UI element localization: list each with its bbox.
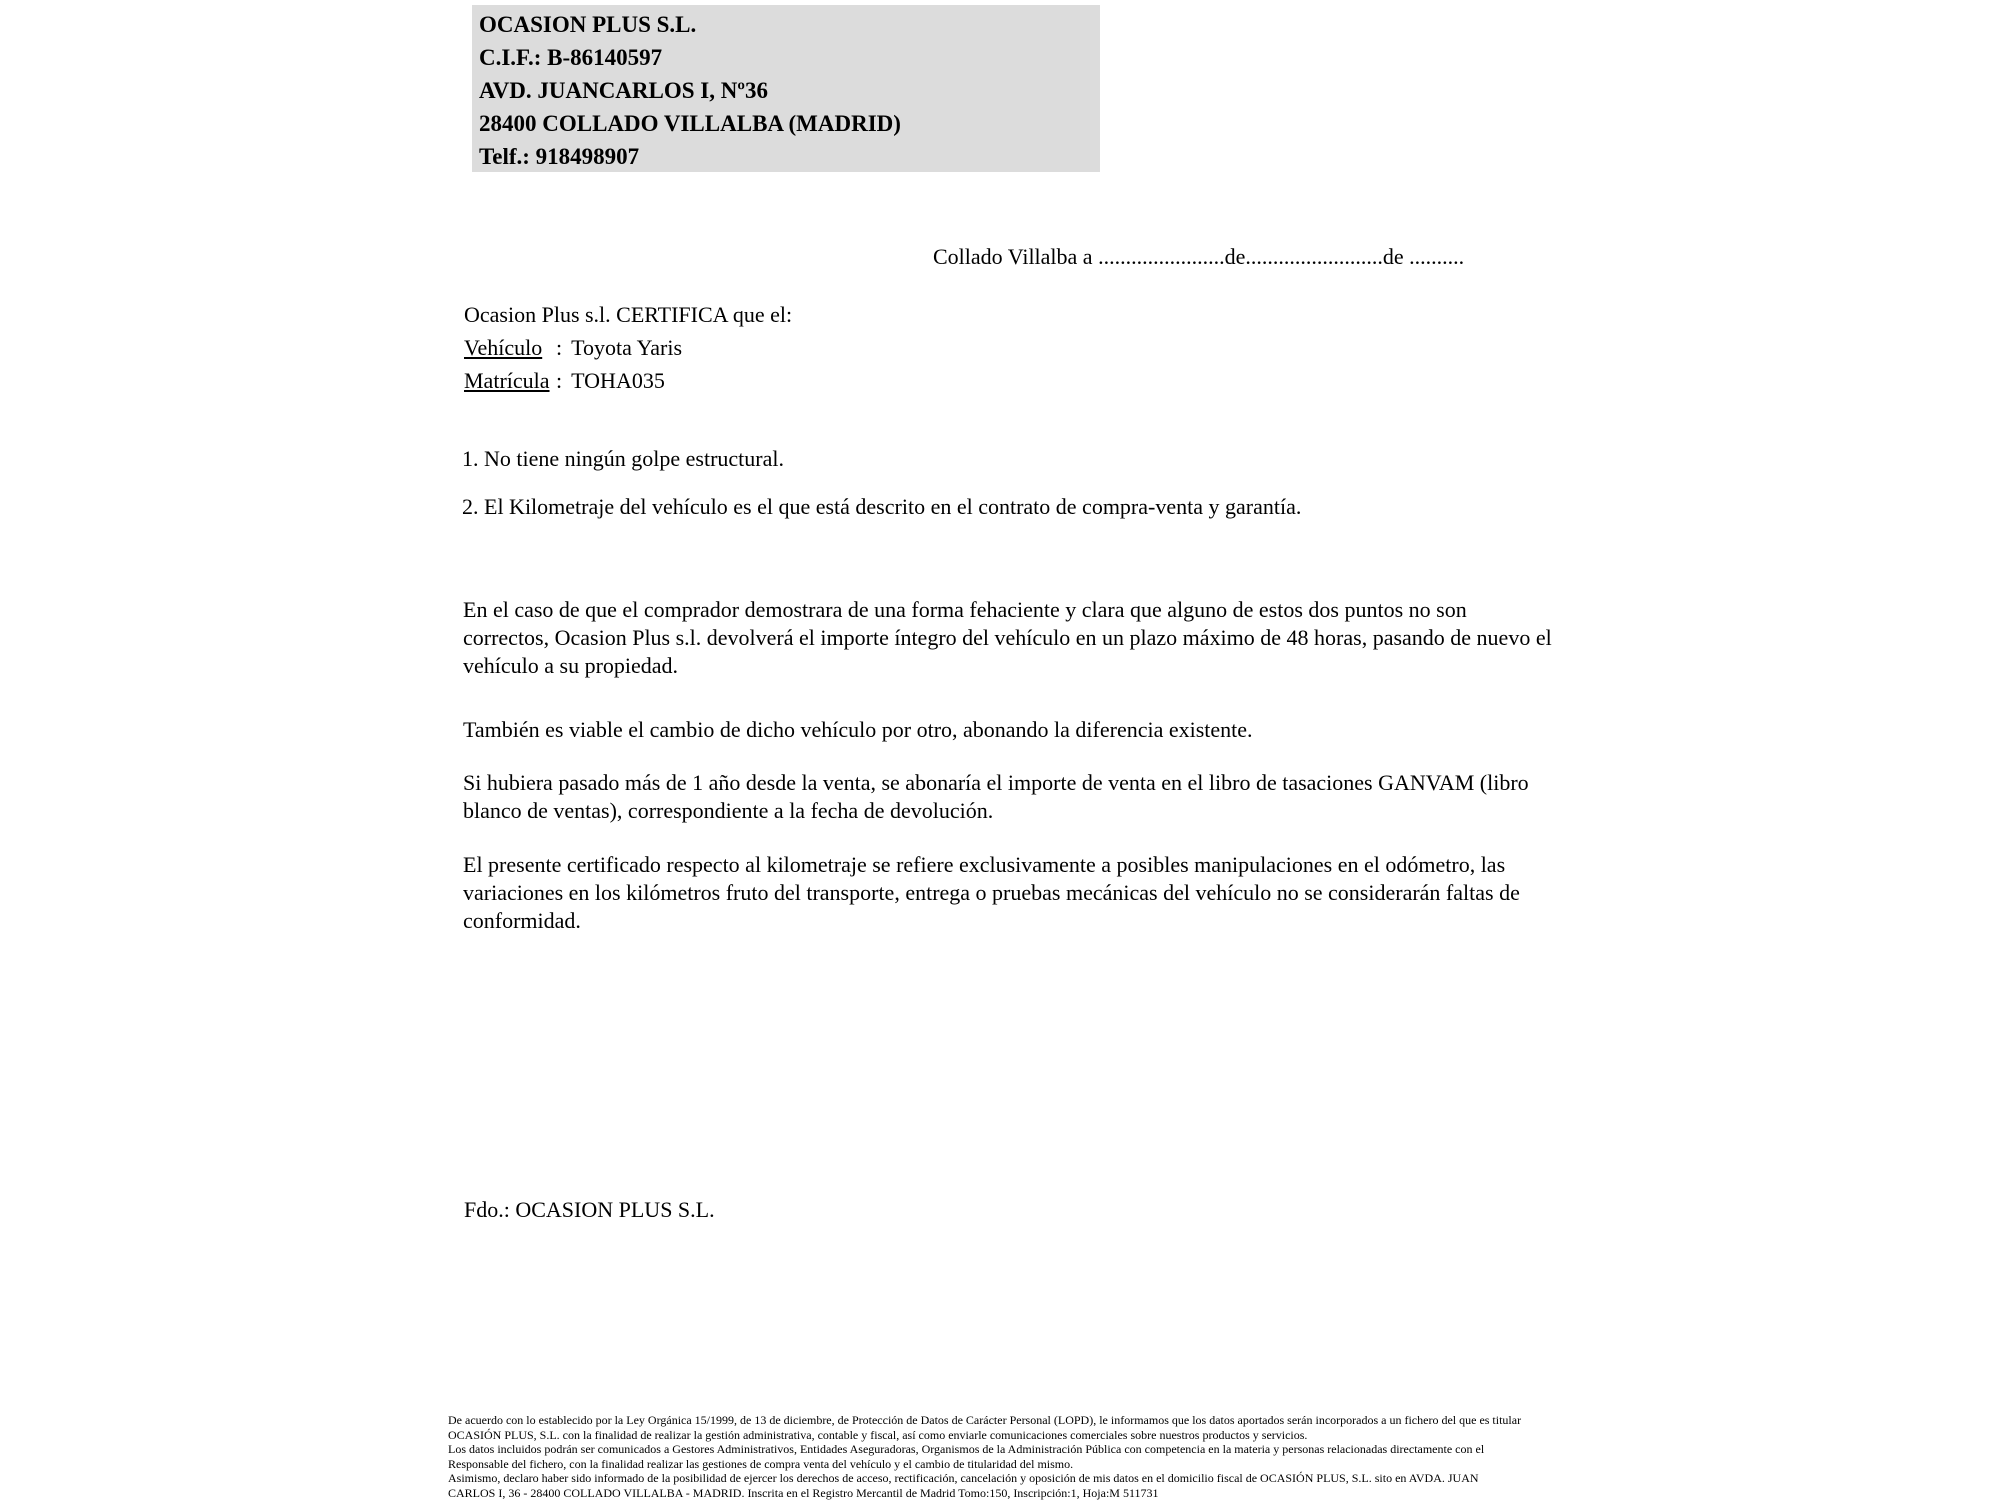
point-1: 1. No tiene ningún golpe estructural.	[462, 446, 784, 471]
paragraph-refund: En el caso de que el comprador demostrara de una forma fehaciente y clara que alguno de estos dos puntos no son correctos, Ocasion Plus s.l. devolverá el importe íntegro del vehículo en un plazo máximo de 48 horas, pasando de nuevo el vehículo a su propiedad.	[463, 597, 1552, 678]
company-address: AVD. JUANCARLOS I, Nº36	[479, 78, 768, 103]
company-name: OCASION PLUS S.L.	[479, 12, 697, 37]
plate-label: Matrícula	[464, 368, 550, 393]
vehicle-separator: :	[556, 335, 563, 360]
certification-block	[464, 298, 792, 397]
point-2: 2. El Kilometraje del vehículo es el que está descrito en el contrato de compra-venta y garantía.	[462, 494, 1302, 519]
paragraph-exchange: También es viable el cambio de dicho vehículo por otro, abonando la diferencia existente.	[463, 717, 1253, 742]
legal-line-1: De acuerdo con lo establecido por la Ley Orgánica 15/1999, de 13 de diciembre, de Protección de Datos de Carácter Personal (LOPD), le informamos que los datos aportados serán incorporados a un fichero del que es titular	[448, 1413, 1522, 1427]
signature-line: Fdo.: OCASION PLUS S.L.	[464, 1197, 715, 1222]
company-cif: C.I.F.: B-86140597	[479, 45, 663, 70]
paragraph-ganvam: Si hubiera pasado más de 1 año desde la venta, se abonaría el importe de venta en el libro de tasaciones GANVAM (libro blanco de ventas), correspondiente a la fecha de devolución.	[463, 770, 1529, 823]
legal-line-2: OCASIÓN PLUS, S.L. con la finalidad de realizar la gestión administrativa, contable y fiscal, así como enviarle comunicaciones comerciales sobre nuestros productos y servicios.	[448, 1427, 1308, 1442]
date-line: Collado Villalba a .......................de.........................de ..........	[933, 244, 1465, 269]
plate-value: TOHA035	[571, 368, 665, 393]
legal-line-4: Responsable del fichero, con la finalidad realizar las gestiones de compra venta del vehículo y el cambio de titularidad del mismo.	[448, 1456, 1074, 1471]
legal-line-3: Los datos incluidos podrán ser comunicados a Gestores Administrativos, Entidades Aseguradoras, Organismos de la Administración Pública con competencia en la materia y personas relacionadas directamente con el	[448, 1442, 1485, 1456]
vehicle-row	[464, 331, 792, 364]
certify-intro: Ocasion Plus s.l. CERTIFICA que el:	[464, 302, 793, 327]
company-city: 28400 COLLADO VILLALBA (MADRID)	[479, 111, 901, 136]
vehicle-label: Vehículo	[464, 335, 543, 360]
plate-separator: :	[556, 368, 563, 393]
legal-line-5: Asimismo, declaro haber sido informado de la posibilidad de ejercer los derechos de acceso, rectificación, cancelación y oposición de mis datos en el domicilio fiscal de OCASIÓN PLUS, S.L. sito en AVDA. JUAN	[448, 1471, 1479, 1485]
paragraph-odometer: El presente certificado respecto al kilometraje se refiere exclusivamente a posibles manipulaciones en el odómetro, las variaciones en los kilómetros fruto del transporte, entrega o pruebas mecánicas del vehículo no se considerarán faltas de conformidad.	[463, 852, 1520, 933]
plate-row	[464, 364, 792, 397]
legal-fine-print	[448, 1413, 1578, 1500]
legal-line-6: CARLOS I, 36 - 28400 COLLADO VILLALBA - MADRID. Inscrita en el Registro Mercantil de Madrid Tomo:150, Inscripción:1, Hoja:M 511731	[448, 1485, 1159, 1500]
company-header-box	[472, 5, 1100, 172]
company-phone: Telf.: 918498907	[479, 144, 640, 169]
vehicle-value: Toyota Yaris	[571, 335, 683, 360]
